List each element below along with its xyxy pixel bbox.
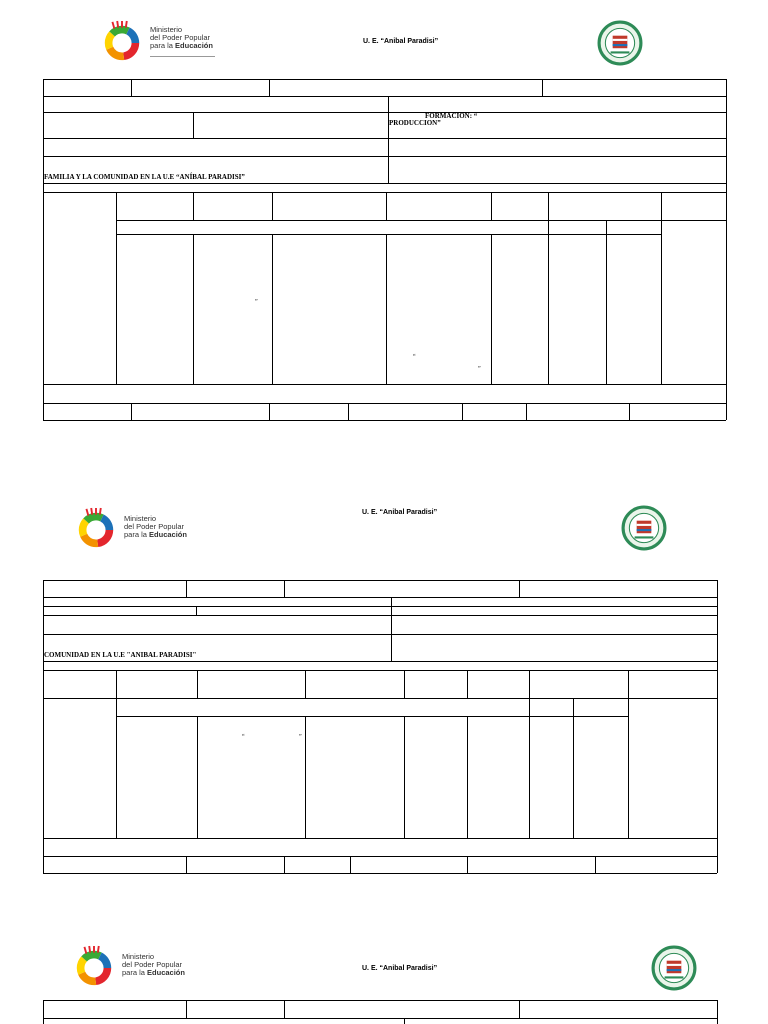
ministry-line-3-prefix: para la [124, 529, 150, 539]
ministry-line-3-bold: Educación [147, 967, 185, 977]
stray-quote: “ [413, 354, 416, 360]
stray-quote: ” [255, 299, 258, 305]
school-seal-icon [597, 20, 643, 66]
ministry-line-1: Ministerio [150, 25, 183, 34]
ministry-line-2: del Poder Popular [122, 959, 183, 969]
ministry-line-3-bold: Educación [175, 40, 213, 50]
ministry-line-2: del Poder Popular [150, 32, 211, 42]
school-seal-icon [651, 945, 697, 991]
ministry-logo [70, 945, 200, 987]
ministry-logo-icon [72, 507, 120, 551]
school-name: U. E. “Anibal Paradisi” [362, 509, 438, 516]
ministry-logo-icon [70, 945, 118, 989]
ministry-line-3-bold: Educación [149, 529, 187, 539]
school-name: U. E. “Anibal Paradisi” [362, 965, 438, 972]
project-title: FAMILIA Y LA COMUNIDAD EN LA U.E “ANÍBAL PARADISI” [44, 173, 245, 181]
project-title: COMUNIDAD EN LA U.E "ANIBAL PARADISI" [44, 651, 197, 659]
stray-quote: ” [478, 366, 481, 372]
ministry-line-3-prefix: para la [122, 967, 148, 977]
ministry-line-1: Ministerio [124, 514, 157, 523]
field-produccion: PRODUCCION” [389, 119, 441, 127]
ministry-logo [98, 20, 228, 62]
school-name: U. E. “Anibal Paradisi” [363, 38, 439, 45]
ministry-line-1: Ministerio [122, 952, 155, 961]
stray-quote: ” [299, 734, 302, 740]
ministry-line-3-prefix: para la [150, 40, 176, 50]
ministry-logo [72, 507, 202, 549]
ministry-line-2: del Poder Popular [124, 521, 185, 531]
ministry-logo-icon [98, 20, 146, 64]
field-formacion: FORMACION: “ [425, 112, 478, 120]
stray-quote: “ [242, 734, 245, 740]
school-seal-icon [621, 505, 667, 551]
